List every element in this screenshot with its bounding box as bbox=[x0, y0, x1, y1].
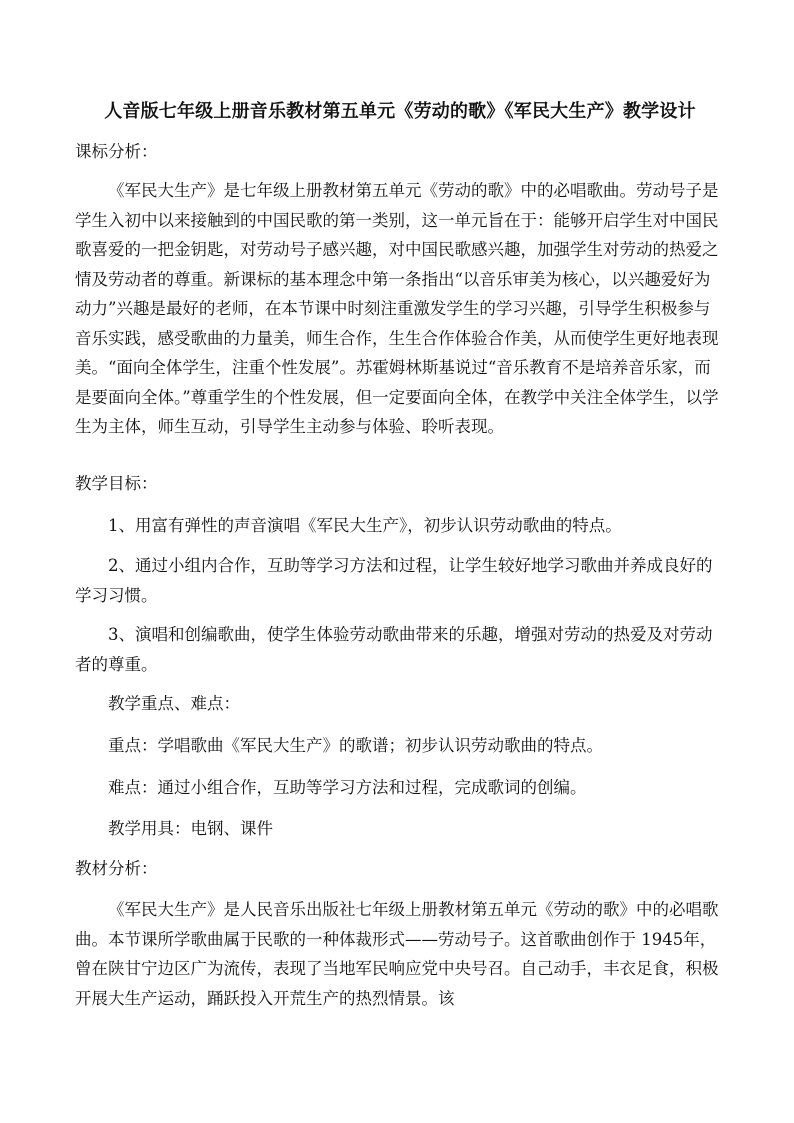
goal-item-3: 3、演唱和创编歌曲，使学生体验劳动歌曲带来的乐趣，增强对劳动的热爱及对劳动者的尊重。 bbox=[75, 625, 713, 674]
material-paragraph: 《军民大生产》是人民音乐出版社七年级上册教材第五单元《劳动的歌》中的必唱歌曲。本节课所学歌曲属于民歌的一种体裁形式——劳动号子。这首歌曲创作于 1945年，曾在陕甘宁边区广为流传，表现了当地军民响应党中央号召。自己动手，丰衣足食，积极开展大生产运动，踊跃投入开荒生产的热烈情景。该 bbox=[75, 900, 719, 1008]
goal-item-2: 2、通过小组内合作，互助等学习方法和过程，让学生较好地学习歌曲并养成良好的学习习惯。 bbox=[75, 556, 713, 605]
keypoints-heading: 教学重点、难点： bbox=[108, 694, 240, 713]
keypoint-text: 重点：学唱歌曲《军民大生产》的歌谱；初步认识劳动歌曲的特点。 bbox=[108, 736, 603, 755]
curriculum-heading: 课标分析： bbox=[75, 142, 158, 161]
material-heading: 教材分析： bbox=[75, 859, 158, 878]
goal-item-1: 1、用富有弹性的声音演唱《军民大生产》，初步认识劳动歌曲的特点。 bbox=[108, 516, 622, 535]
goals-heading: 教学目标： bbox=[75, 474, 158, 493]
tools-text: 教学用具：电钢、课件 bbox=[108, 819, 273, 838]
document-title: 人音版七年级上册音乐教材第五单元《劳动的歌》《军民大生产》教学设计 bbox=[104, 101, 696, 122]
curriculum-paragraph: 《军民大生产》是七年级上册教材第五单元《劳动的歌》中的必唱歌曲。劳动号子是学生入初中以来接触到的中国民歌的第一类别，这一单元旨在于：能够开启学生对中国民歌喜爱的一把金钥匙，对劳动号子感兴趣，对中国民歌感兴趣，加强学生对劳动的热爱之情及劳动者的尊重。新课标的基本理念中第一条指出“以音乐审美为核心，以兴趣爱好为动力”兴趣是最好的老师，在本节课中时刻注重激发学生的学习兴趣，引导学生积极参与音乐实践，感受歌曲的力量美，师生合作，生生合作体验合作美，从而使学生更好地表现美。“面向全体学生，注重个性发展”。苏霍姆林斯基说过“音乐教育不是培养音乐家，而是要面向全体。”尊重学生的个性发展，但一定要面向全体，在教学中关注全体学生，以学生为主体，师生互动，引导学生主动参与体验、聆听表现。 bbox=[75, 181, 719, 436]
difficulty-text: 难点：通过小组合作，互助等学习方法和过程，完成歌词的创编。 bbox=[108, 778, 587, 797]
